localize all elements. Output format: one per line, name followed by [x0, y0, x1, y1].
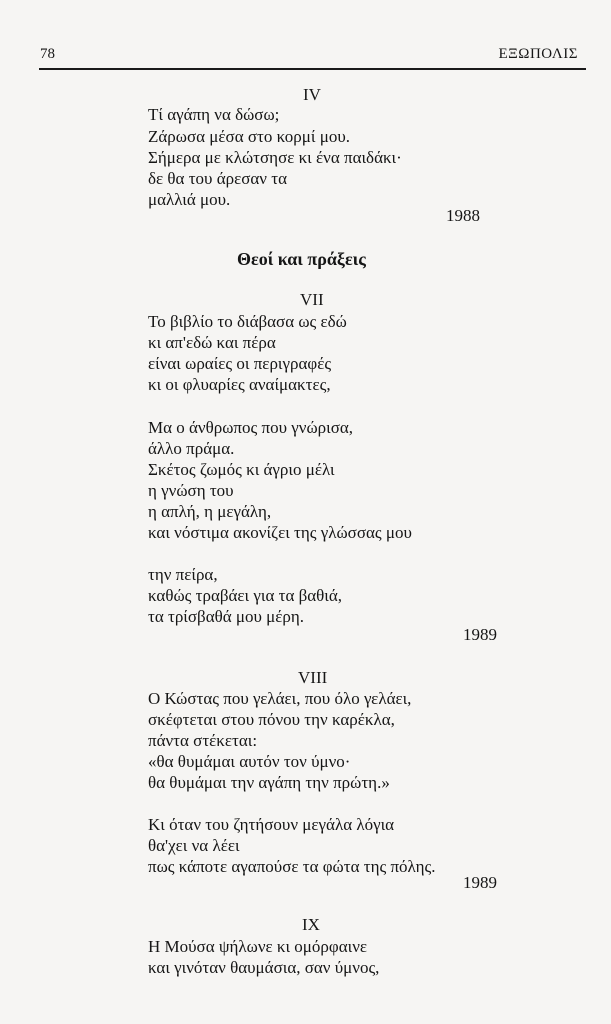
poem-line: πάντα στέκεται:: [148, 731, 258, 750]
poem-numeral-viii: VIII: [298, 668, 328, 687]
poem-line: θα θυμάμαι την αγάπη την πρώτη.»: [148, 773, 390, 792]
poem-year: 1988: [446, 206, 480, 225]
poem-numeral-ix: IX: [302, 915, 320, 934]
poem-line: και γινόταν θαυμάσια, σαν ύμνος,: [148, 958, 380, 977]
page-number: 78: [40, 46, 55, 62]
running-title: ΕΞΩΠΟΛΙΣ: [498, 46, 578, 62]
poem-line: θα'χει να λέει: [148, 836, 240, 855]
poem-numeral-iv: IV: [303, 85, 321, 104]
section-title: Θεοί και πράξεις: [237, 249, 366, 269]
poem-line: Η Μούσα ψήλωνε κι ομόρφαινε: [148, 937, 368, 956]
poem-line: Σήμερα με κλώτσησε κι ένα παιδάκι·: [148, 148, 402, 167]
poem-line: την πείρα,: [148, 565, 218, 584]
poem-line: η γνώση του: [148, 481, 234, 500]
poem-line: άλλο πράμα.: [148, 439, 235, 458]
poem-line: η απλή, η μεγάλη,: [148, 502, 272, 521]
poem-line: «θα θυμάμαι αυτόν τον ύμνο·: [148, 752, 351, 771]
poem-line: Κι όταν του ζητήσουν μεγάλα λόγια: [148, 815, 395, 834]
poem-line: Τί αγάπη να δώσω;: [148, 105, 280, 124]
poem-numeral-vii: VII: [300, 290, 324, 309]
poem-line: Μα ο άνθρωπος που γνώρισα,: [148, 418, 354, 437]
poem-line: σκέφτεται στου πόνου την καρέκλα,: [148, 710, 395, 729]
poem-line: τα τρίσβαθά μου μέρη.: [148, 607, 305, 626]
poem-year: 1989: [463, 625, 497, 644]
poem-line: και νόστιμα ακονίζει της γλώσσας μου: [148, 523, 412, 542]
poem-line: πως κάποτε αγαπούσε τα φώτα της πόλης.: [148, 857, 436, 876]
poem-line: Σκέτος ζωμός κι άγριο μέλι: [148, 460, 335, 479]
header-rule: [39, 68, 586, 70]
poem-line: είναι ωραίες οι περιγραφές: [148, 354, 332, 373]
poem-line: κι απ'εδώ και πέρα: [148, 333, 276, 352]
poem-line: καθώς τραβάει για τα βαθιά,: [148, 586, 343, 605]
poem-line: κι οι φλυαρίες αναίμακτες,: [148, 375, 331, 394]
poem-line: δε θα του άρεσαν τα: [148, 169, 287, 188]
poem-line: Ο Κώστας που γελάει, που όλο γελάει,: [148, 689, 412, 708]
poem-year: 1989: [463, 873, 497, 892]
poem-line: Το βιβλίο το διάβασα ως εδώ: [148, 312, 347, 331]
poem-line: Ζάρωσα μέσα στο κορμί μου.: [148, 127, 350, 146]
poem-line: μαλλιά μου.: [148, 190, 231, 209]
